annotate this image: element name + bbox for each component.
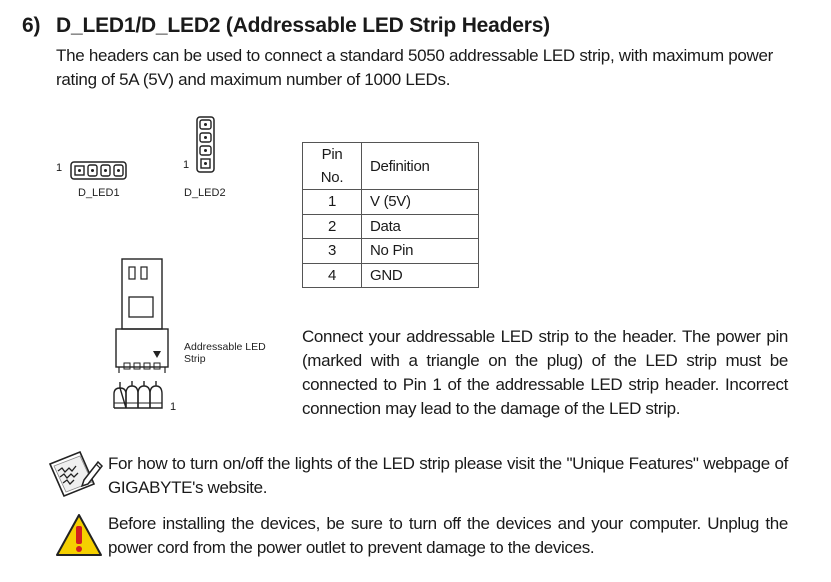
d-led1-label: D_LED1 — [78, 187, 120, 199]
pin-number-cell: 1 — [303, 190, 362, 215]
d-led2-label: D_LED2 — [184, 187, 226, 199]
table-row — [303, 190, 479, 215]
pin-definition-cell: GND — [362, 263, 479, 288]
pin-definition-cell: Data — [362, 214, 479, 239]
d-led1-header-icon — [70, 161, 128, 181]
table-header-pin-no: Pin No. — [303, 143, 362, 190]
d-led2-header-icon — [196, 116, 216, 174]
pin-definition-cell: V (5V) — [362, 190, 479, 215]
table-header-definition: Definition — [362, 143, 479, 190]
note-text: For how to turn on/off the lights of the LED strip please visit the "Unique Features" webpage of GIGABYTE's website. — [108, 454, 788, 497]
table-row — [303, 263, 479, 288]
section-number: 6) — [22, 14, 41, 37]
connect-instruction: Connect your addressable LED strip to the header. The power pin (marked with a triangle on the plug) of the LED strip must be connected to Pin 1 of the addressable LED strip header. Incorrect connection may lead to the damage of the LED strip. — [302, 327, 788, 418]
pin-number-cell: 2 — [303, 214, 362, 239]
section-title: D_LED1/D_LED2 (Addressable LED Strip Headers) — [56, 14, 550, 37]
warning-text: Before installing the devices, be sure to turn off the devices and your computer. Unplug the power cord from the power outlet to prevent damage to the devices. — [108, 514, 788, 557]
pin-number-cell: 3 — [303, 239, 362, 264]
led-strip-plug-icon — [110, 258, 176, 416]
note-pencil-icon — [46, 448, 104, 498]
d-led2-pin1-marker: 1 — [183, 159, 190, 171]
d-led1-pin1-marker: 1 — [56, 162, 63, 174]
warning-icon — [54, 512, 104, 558]
intro-paragraph: The headers can be used to connect a standard 5050 addressable LED strip, with maximum power rating of 5A (5V) and maximum number of 1000 LEDs. — [56, 46, 774, 89]
pin-definition-cell: No Pin — [362, 239, 479, 264]
table-row — [303, 214, 479, 239]
pin-number-cell: 4 — [303, 263, 362, 288]
table-row — [303, 239, 479, 264]
table-header-row — [303, 143, 479, 190]
pin-definition-table — [302, 142, 479, 288]
addressable-led-strip-label: Addressable LED Strip — [184, 341, 266, 365]
plug-pin1-marker: 1 — [170, 401, 177, 413]
section-heading — [22, 14, 550, 38]
